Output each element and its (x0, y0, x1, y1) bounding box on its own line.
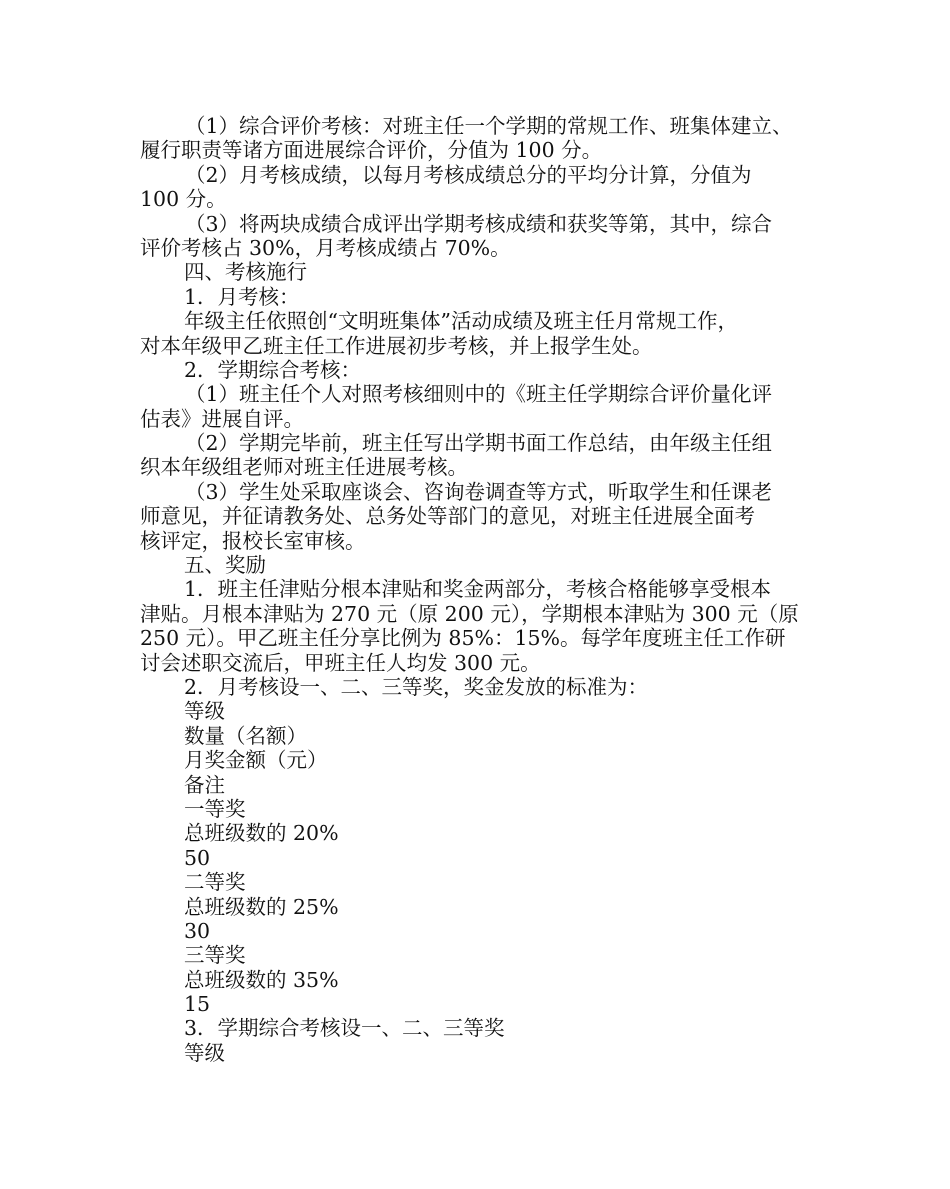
text-line: 等级 (184, 699, 225, 724)
text-line: （1）综合评价考核：对班主任一个学期的常规工作、班集体建立、 (185, 114, 793, 138)
text-line: 100 分。 (140, 187, 227, 212)
text-line: 核评定，报校长室审核。 (140, 528, 366, 553)
text-line: 备注 (184, 772, 225, 797)
text-line: （3）将两块成绩合成评出学期考核成绩和获奖等第，其中，综合 (185, 211, 773, 236)
text-line: 履行职责等诸方面进展综合评价，分值为 100 分。 (140, 138, 603, 163)
text-line: 年级主任依照创“文明班集体”活动成绩及班主任月常规工作， (184, 309, 738, 334)
text-line: 月奖金额（元） (184, 748, 328, 773)
text-line: 1．月考核： (184, 284, 300, 309)
text-line: 总班级数的 25% (184, 894, 339, 919)
text-line: 50 (184, 845, 211, 870)
text-line: 讨会述职交流后，甲班主任人均发 300 元。 (140, 650, 541, 675)
text-line: （2）学期完毕前，班主任写出学期书面工作总结，由年级主任组 (185, 431, 773, 456)
text-line: 数量（名额） (184, 723, 307, 748)
text-line: （1）班主任个人对照考核细则中的《班主任学期综合评价量化评 (185, 382, 773, 407)
text-line: （3）学生处采取座谈会、咨询卷调查等方式，听取学生和任课老 (185, 479, 773, 504)
text-line: 30 (184, 918, 211, 943)
text-line: 师意见，并征请教务处、总务处等部门的意见，对班主任进展全面考 (140, 504, 755, 529)
text-line: 2．学期综合考核： (184, 357, 362, 382)
text-line: 3．学期综合考核设一、二、三等奖 (184, 1016, 505, 1041)
text-line: 250 元）。甲乙班主任分享比例为 85%：15%。每学年度班主任工作研 (140, 626, 786, 651)
text-line: 对本年级甲乙班主任工作进展初步考核，并上报学生处。 (140, 333, 653, 358)
text-line: 1．班主任津贴分根本津贴和奖金两部分，考核合格能够享受根本 (184, 577, 772, 602)
text-line: 等级 (184, 1040, 225, 1065)
text-line: 四、考核施行 (184, 260, 307, 285)
text-line: 估表》进展自评。 (140, 406, 304, 431)
text-line: 二等奖 (184, 870, 246, 895)
text-line: 津贴。月根本津贴为 270 元（原 200 元），学期根本津贴为 300 元（原 (140, 601, 799, 626)
document-body (140, 114, 820, 1065)
text-line: 总班级数的 20% (184, 821, 339, 846)
text-line: （2）月考核成绩，以每月考核成绩总分的平均分计算，分值为 (185, 162, 752, 187)
text-line: 15 (184, 992, 211, 1017)
text-line: 五、奖励 (184, 553, 266, 578)
text-line: 2．月考核设一、二、三等奖，奖金发放的标准为： (184, 674, 649, 699)
text-line: 总班级数的 35% (184, 967, 339, 992)
text-line: 织本年级组老师对班主任进展考核。 (140, 455, 468, 480)
text-line: 评价考核占 30%，月考核成绩占 70%。 (140, 235, 511, 260)
text-line: 三等奖 (184, 943, 246, 968)
text-line: 一等奖 (184, 796, 246, 821)
